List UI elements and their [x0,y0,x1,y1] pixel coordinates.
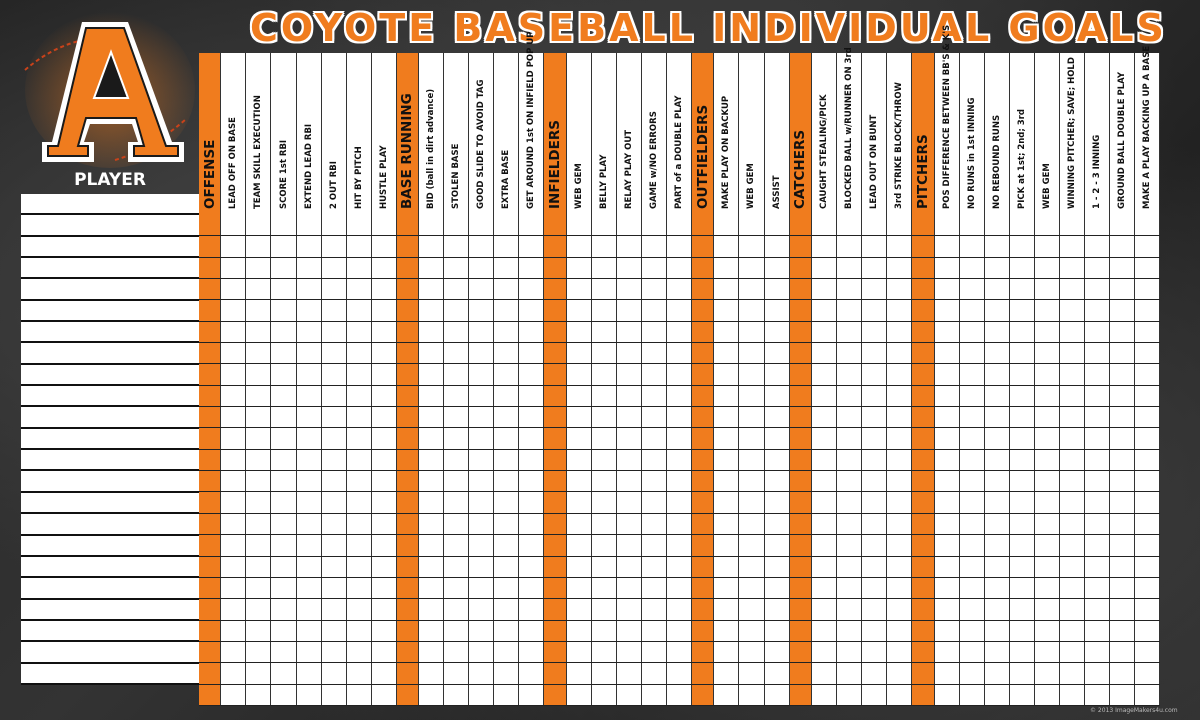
grid-row [199,450,1160,471]
goal-label: ASSIST [771,175,782,209]
player-name-cell[interactable] [21,664,199,685]
goal-label: STOLEN BASE [451,143,462,209]
goal-label: EXTEND LEAD RBI [303,123,314,209]
goal-label: MAKE PLAY ON BACKUP [721,95,732,209]
goal-label: HUSTLE PLAY [378,145,389,209]
grid-row [199,236,1160,257]
goal-label: LEAD OFF ON BASE [228,117,239,209]
player-name-list [21,194,199,685]
goal-label: RELAY PLAY OUT [623,129,634,209]
grid-row [199,258,1160,279]
player-name-cell[interactable] [21,471,199,492]
goal-label: 3rd STRIKE BLOCK/THROW [894,82,905,209]
goal-label: WEB GEM [746,163,757,209]
goal-label: MAKE A PLAY BACKING UP A BASE [1141,45,1152,209]
player-name-cell[interactable] [21,600,199,621]
grid-row [199,685,1160,706]
grid-row [199,471,1160,492]
player-name-cell[interactable] [21,279,199,300]
category-label: CATCHERS [792,129,809,209]
category-label: BASE RUNNING [399,93,416,209]
goal-label: TEAM SKILL EXECUTION [253,95,264,209]
player-name-cell[interactable] [21,429,199,450]
grid-rows [199,215,1160,706]
player-name-cell[interactable] [21,514,199,535]
player-name-cell[interactable] [21,365,199,386]
category-label: OFFENSE [201,139,218,209]
player-column-header: PLAYER [74,170,146,190]
player-name-cell[interactable] [21,343,199,364]
goal-label: GET AROUND 1st ON INFIELD POP UP [526,31,537,209]
category-label: OUTFIELDERS [694,104,711,209]
goal-label: EXTRA BASE [501,149,512,209]
grid-row [199,621,1160,642]
player-name-cell[interactable] [21,578,199,599]
goal-label: WEB GEM [573,163,584,209]
goal-label: POS DIFFERENCE BETWEEN BB'S & K'S [941,24,952,209]
player-name-cell[interactable] [21,557,199,578]
goal-label: BELLY PLAY [598,154,609,209]
player-name-cell[interactable] [21,258,199,279]
grid-row [199,535,1160,556]
goal-label: GROUND BALL DOUBLE PLAY [1116,71,1127,209]
grid-row [199,428,1160,449]
grid-row [199,279,1160,300]
goal-label: BID (ball in dirt advance) [426,88,437,209]
grid-row [199,514,1160,535]
grid-row [199,578,1160,599]
player-name-cell[interactable] [21,642,199,663]
goal-label: PART of a DOUBLE PLAY [673,95,684,209]
player-name-cell[interactable] [21,237,199,258]
goal-label: NO REBOUND RUNS [991,114,1002,209]
goal-label: 1 - 2 - 3 INNING [1091,134,1102,209]
player-name-cell[interactable] [21,322,199,343]
player-name-cell[interactable] [21,407,199,428]
goal-label: WINNING PITCHER; SAVE; HOLD [1066,57,1077,209]
grid-row [199,386,1160,407]
grid-row [199,407,1160,428]
goal-label: 2 OUT RBI [328,161,339,209]
player-name-cell[interactable] [21,536,199,557]
category-label: INFIELDERS [547,120,564,209]
grid-row [199,599,1160,620]
category-label: PITCHERS [914,134,931,209]
team-logo-a [20,10,195,175]
player-name-cell[interactable] [21,215,199,236]
grid-row [199,322,1160,343]
goal-label: LEAD OUT ON BUNT [869,114,880,209]
grid-row [199,557,1160,578]
grid-row [199,364,1160,385]
copyright-note: © 2013 ImageMakers4u.com [1090,707,1178,714]
goal-label: PICK at 1st; 2nd; 3rd [1016,109,1027,209]
goal-label: GAME w/NO ERRORS [648,111,659,209]
grid-row [199,663,1160,684]
grid-row [199,343,1160,364]
player-name-cell[interactable] [21,450,199,471]
goal-label: HIT BY PITCH [353,146,364,209]
goal-label: CAUGHT STEALING/PICK [818,94,829,209]
grid-row [199,300,1160,321]
goal-label: WEB GEM [1041,163,1052,209]
grid-row [199,492,1160,513]
player-name-cell[interactable] [21,386,199,407]
goal-label: GOOD SLIDE TO AVOID TAG [476,79,487,209]
player-name-cell[interactable] [21,301,199,322]
grid-row [199,215,1160,236]
player-name-cell[interactable] [21,194,199,215]
goal-label: BLOCKED BALL w/RUNNER ON 3rd [844,47,855,209]
player-name-cell[interactable] [21,621,199,642]
player-name-cell[interactable] [21,493,199,514]
grid-row [199,642,1160,663]
goal-label: SCORE 1st RBI [278,139,289,209]
page-title: COYOTE BASEBALL INDIVIDUAL GOALS [250,6,1167,50]
goal-label: NO RUNS in 1st INNING [966,97,977,209]
